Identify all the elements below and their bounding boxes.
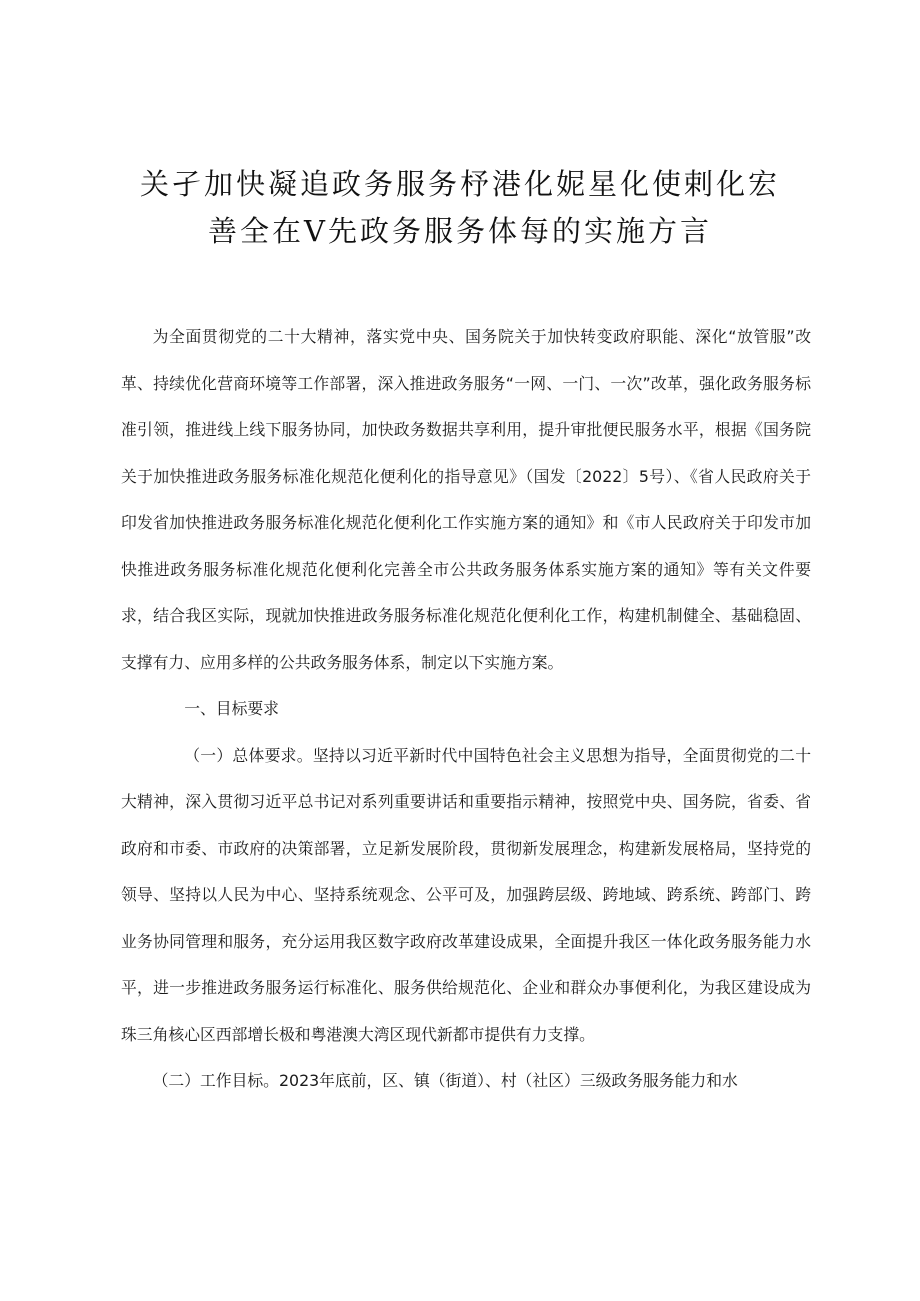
intro-paragraph: 为全面贯彻党的二十大精神，落实党中央、国务院关于加快转变政府职能、深化“放管服”改革、持续优化营商环境等工作部署，深入推进政务服务“一网、一门、一次”改革，强化政务服务标准引领，推进线上线下服务协同，加快政务数据共享利用，提升审批便民服务水平，根据《国务院关于加快推进政务服务标准化规范化便利化的指导意见》（国发〔2022〕5号）、《省人民政府关于印发省加快推进政务服务标准化规范化便利化工作实施方案的通知》和《市人民政府关于印发市加快推进政务服务标准化规范化便利化完善全市公共政务服务体系实施方案的通知》等有关文件要求，结合我区实际，现就加快推进政务服务标准化规范化便利化工作，构建机制健全、基础稳固、支撑有力、应用多样的公共政务服务体系，制定以下实施方案。 [121, 327, 811, 672]
section-heading-goals: 一、目标要求 [184, 699, 279, 718]
document-title-line-2: 善全在V先政务服务体每的实施方言 [208, 214, 712, 248]
work-goals-paragraph: （二）工作目标。2023年底前，区、镇（街道）、村（社区）三级政务服务能力和水 [152, 1071, 738, 1090]
document-body [121, 314, 811, 1105]
overall-requirements-paragraph: （一）总体要求。坚持以习近平新时代中国特色社会主义思想为指导，全面贯彻党的二十大精神，深入贯彻习近平总书记对系列重要讲话和重要指示精神，按照党中央、国务院，省委、省政府和市委、市政府的决策部署，立足新发展阶段，贯彻新发展理念，构建新发展格局，坚持党的领导、坚持以人民为中心、坚持系统观念、公平可及，加强跨层级、跨地域、跨系统、跨部门、跨业务协同管理和服务，充分运用我区数字政府改革建设成果，全面提升我区一体化政务服务能力水平，进一步推进政务服务运行标准化、服务供给规范化、企业和群众办事便利化，为我区建设成为珠三角核心区西部增长极和粤港澳大湾区现代新都市提供有力支撑。 [121, 745, 811, 1044]
document-title-line-1: 关孑加快凝追政务服务杼港化妮星化使剌化宏 [139, 167, 780, 201]
